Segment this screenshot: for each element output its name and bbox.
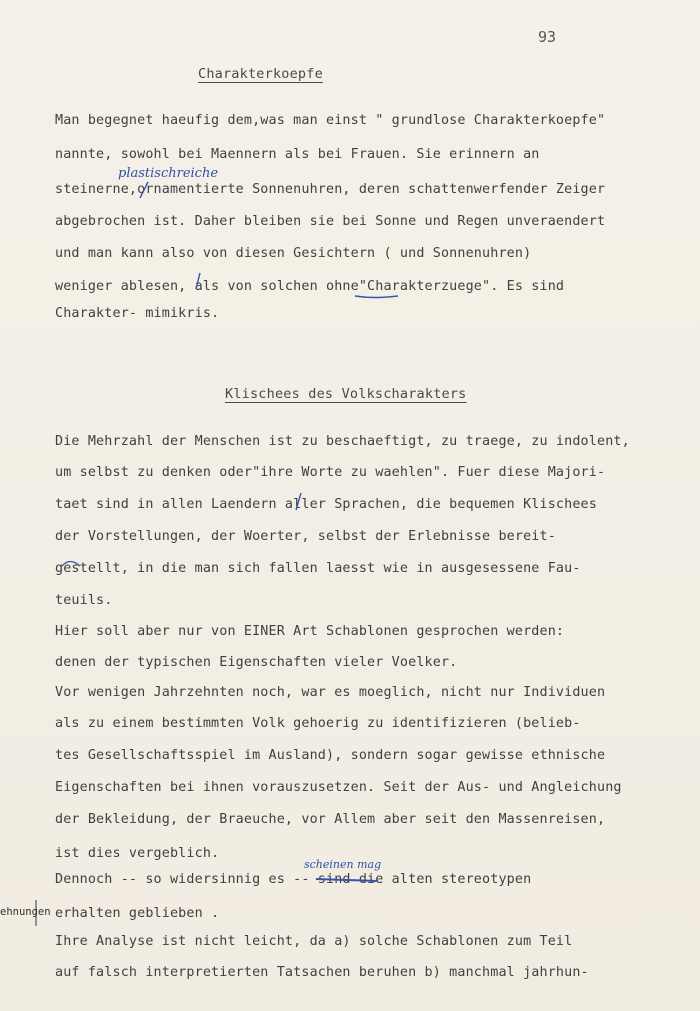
text-line: Charakter- mimikris. — [55, 306, 220, 321]
text-line: nannte, sowohl bei Maennern als bei Frauen. Sie erinnern an — [55, 147, 540, 162]
page-number: 93 — [538, 28, 557, 46]
text-line: gestellt, in die man sich fallen laesst wie in ausgesessene Fau- — [55, 561, 581, 576]
section-heading-klischees: Klischees des Volkscharakters — [225, 386, 467, 402]
margin-note: ehnungen — [0, 906, 51, 918]
text-line: Hier soll aber nur von EINER Art Schablonen gesprochen werden: — [55, 624, 565, 639]
text-line: der Bekleidung, der Braeuche, vor Allem aber seit den Massenreisen, — [55, 812, 606, 827]
text-line: weniger ablesen, als von solchen ohne"Charakterzuege". Es sind — [55, 279, 565, 294]
section-heading-charakterkoepfe: Charakterkoepfe — [198, 66, 323, 82]
text-line: der Vorstellungen, der Woerter, selbst der Erlebnisse bereit- — [55, 529, 556, 544]
text-line: tes Gesellschaftsspiel im Ausland), sondern sogar gewisse ethnische — [55, 748, 606, 763]
text-line: teuils. — [55, 593, 113, 608]
text-line: Vor wenigen Jahrzehnten noch, war es moeglich, nicht nur Individuen — [55, 685, 606, 700]
text-line: Die Mehrzahl der Menschen ist zu beschaeftigt, zu traege, zu indolent, — [55, 434, 630, 449]
text-line: um selbst zu denken oder"ihre Worte zu waehlen". Fuer diese Majori- — [55, 465, 606, 480]
text-line: denen der typischen Eigenschaften vieler Voelker. — [55, 655, 458, 670]
text-line: abgebrochen ist. Daher bleiben sie bei Sonne und Regen unveraendert — [55, 214, 606, 229]
text-line: Dennoch -- so widersinnig es -- sind die alten stereotypen — [55, 872, 532, 887]
underline-mark — [355, 296, 398, 298]
handwritten-insertion: scheinen mag — [304, 858, 382, 871]
text-line: Ihre Analyse ist nicht leicht, da a) solche Schablonen zum Teil — [55, 934, 573, 949]
text-line: als zu einem bestimmten Volk gehoerig zu identifizieren (belieb- — [55, 716, 581, 731]
text-line: steinerne,ornamentierte Sonnenuhren, deren schattenwerfender Zeiger — [55, 182, 606, 197]
text-line: auf falsch interpretierten Tatsachen beruhen b) manchmal jahrhun- — [55, 965, 589, 980]
text-line: und man kann also von diesen Gesichtern ( und Sonnenuhren) — [55, 246, 532, 261]
text-line: ist dies vergeblich. — [55, 846, 220, 861]
text-line: erhalten geblieben . — [55, 906, 220, 921]
text-line: taet sind in allen Laendern aller Sprachen, die bequemen Klischees — [55, 497, 597, 512]
handwritten-insertion: plastischreiche — [118, 166, 219, 181]
text-line: Man begegnet haeufig dem,was man einst " grundlose Charakterkoepfe" — [55, 113, 606, 128]
text-line: Eigenschaften bei ihnen vorauszusetzen. Seit der Aus- und Angleichung — [55, 780, 622, 795]
